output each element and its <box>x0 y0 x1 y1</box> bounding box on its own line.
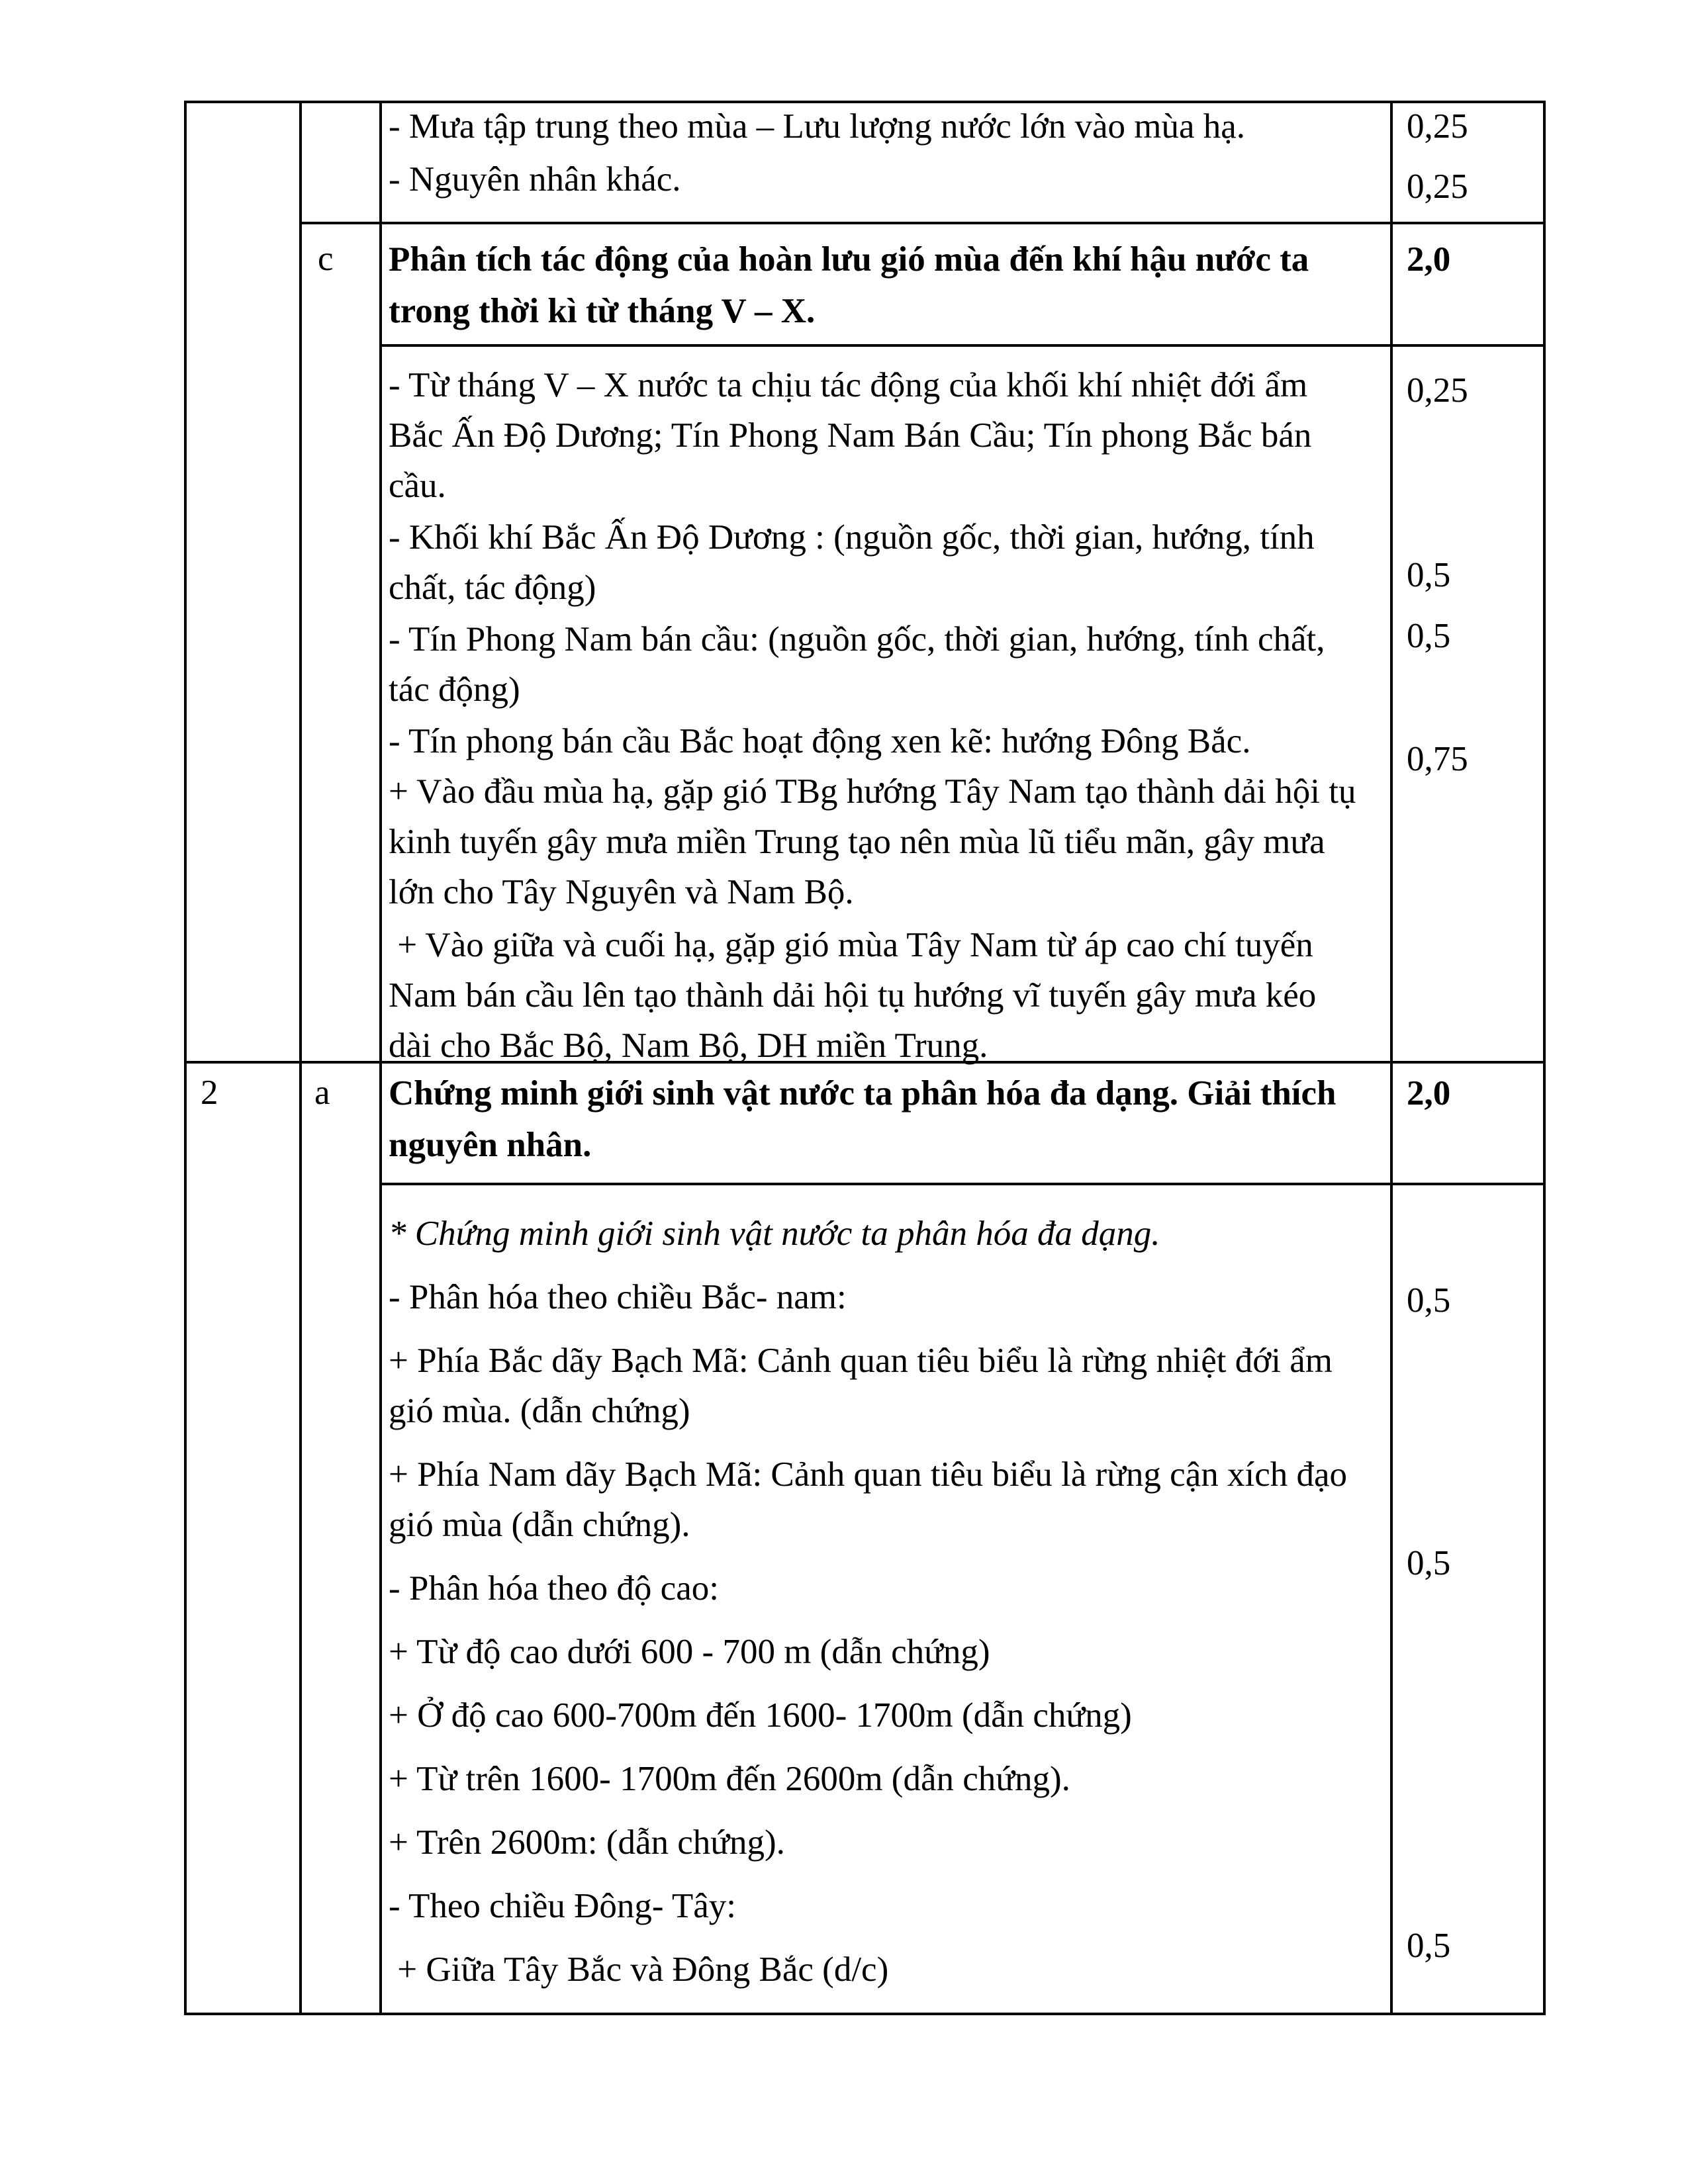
answer-paragraph: - Tín phong bán cầu Bắc hoạt động xen kẽ: hướng Đông Bắc. <box>389 722 1251 760</box>
col-divider-question <box>299 101 302 2015</box>
points-value: 0,5 <box>1407 617 1451 655</box>
row-divider-4 <box>379 1183 1546 1185</box>
carryover-answer-cell <box>389 101 1365 205</box>
row-divider-2 <box>379 344 1546 347</box>
answer-paragraph: - Phân hóa theo chiều Bắc- nam: <box>389 1278 847 1316</box>
answer-line: - Mưa tập trung theo mùa – Lưu lượng nước lớn vào mùa hạ. <box>389 107 1246 146</box>
answer-paragraph: + Phía Bắc dãy Bạch Mã: Cảnh quan tiêu biểu là rừng nhiệt đới ẩm gió mùa. (dẫn chứng) <box>389 1342 1333 1430</box>
answer-paragraph: + Vào đầu mùa hạ, gặp gió TBg hướng Tây Nam tạo thành dải hội tụ kinh tuyến gây mưa miền Trung tạo nên mùa lũ tiểu mãn, gây mưa lớn cho Tây Nguyên và Nam Bộ. <box>389 772 1356 911</box>
points-value: 0,75 <box>1407 740 1468 778</box>
points-value: 0,5 <box>1407 1927 1451 1965</box>
answer-paragraph: + Ở độ cao 600-700m đến 1600- 1700m (dẫn chứng) <box>389 1696 1132 1735</box>
table-border-bottom <box>184 2013 1546 2015</box>
points-value: 0,5 <box>1407 1544 1451 1582</box>
answer-paragraph: + Vào giữa và cuối hạ, gặp gió mùa Tây Nam từ áp cao chí tuyến Nam bán cầu lên tạo thành dải hội tụ hướng vĩ tuyến gây mưa kéo dài cho Bắc Bộ, Nam Bộ, DH miền Trung. <box>389 926 1317 1065</box>
points-value: 0,25 <box>1407 107 1468 146</box>
answer-paragraph: + Từ trên 1600- 1700m đến 2600m (dẫn chứng). <box>389 1760 1070 1798</box>
subquestion-a-heading: Chứng minh giới sinh vật nước ta phân hóa đa dạng. Giải thích nguyên nhân. <box>389 1074 1336 1164</box>
subquestion-letter-a: a <box>314 1073 330 1112</box>
answer-paragraph: - Khối khí Bắc Ấn Độ Dương : (nguồn gốc, thời gian, hướng, tính chất, tác động) <box>389 518 1315 607</box>
table-border-right <box>1543 101 1546 2015</box>
rubric-table <box>184 101 1546 2015</box>
answer-paragraph: + Trên 2600m: (dẫn chứng). <box>389 1823 785 1862</box>
answer-paragraph: - Từ tháng V – X nước ta chịu tác động của khối khí nhiệt đới ẩm Bắc Ấn Độ Dương; Tín Phong Nam Bán Cầu; Tín phong Bắc bán cầu. <box>389 366 1312 505</box>
subquestion-c-heading: Phân tích tác động của hoàn lưu gió mùa đến khí hậu nước ta trong thời kì từ tháng V – X. <box>389 240 1309 330</box>
table-border-left <box>184 101 187 2015</box>
subquestion-c-answer-cell <box>389 360 1365 1071</box>
answer-paragraph: - Tín Phong Nam bán cầu: (nguồn gốc, thời gian, hướng, tính chất, tác động) <box>389 620 1325 709</box>
answer-line: - Nguyên nhân khác. <box>389 160 681 199</box>
answer-paragraph: + Từ độ cao dưới 600 - 700 m (dẫn chứng) <box>389 1633 990 1671</box>
answer-paragraph: - Theo chiều Đông- Tây: <box>389 1887 736 1925</box>
points-value: 0,5 <box>1407 556 1451 594</box>
col-divider-points <box>1390 101 1393 2015</box>
question-number-2: 2 <box>201 1073 218 1112</box>
subquestion-letter-c: c <box>318 240 334 278</box>
points-value: 2,0 <box>1407 240 1451 279</box>
subquestion-a-answer-cell <box>389 1208 1365 1995</box>
col-divider-letter <box>379 101 382 2015</box>
points-value: 0,25 <box>1407 371 1468 410</box>
answer-paragraph: + Phía Nam dãy Bạch Mã: Cảnh quan tiêu biểu là rừng cận xích đạo gió mùa (dẫn chứng). <box>389 1455 1348 1544</box>
answer-intro: * Chứng minh giới sinh vật nước ta phân hóa đa dạng. <box>389 1214 1160 1253</box>
answer-paragraph: - Phân hóa theo độ cao: <box>389 1569 719 1608</box>
row-divider-1 <box>299 222 1546 224</box>
answer-paragraph: + Giữa Tây Bắc và Đông Bắc (d/c) <box>389 1950 889 1989</box>
points-value: 2,0 <box>1407 1074 1451 1113</box>
points-value: 0,25 <box>1407 167 1468 206</box>
points-value: 0,5 <box>1407 1281 1451 1320</box>
